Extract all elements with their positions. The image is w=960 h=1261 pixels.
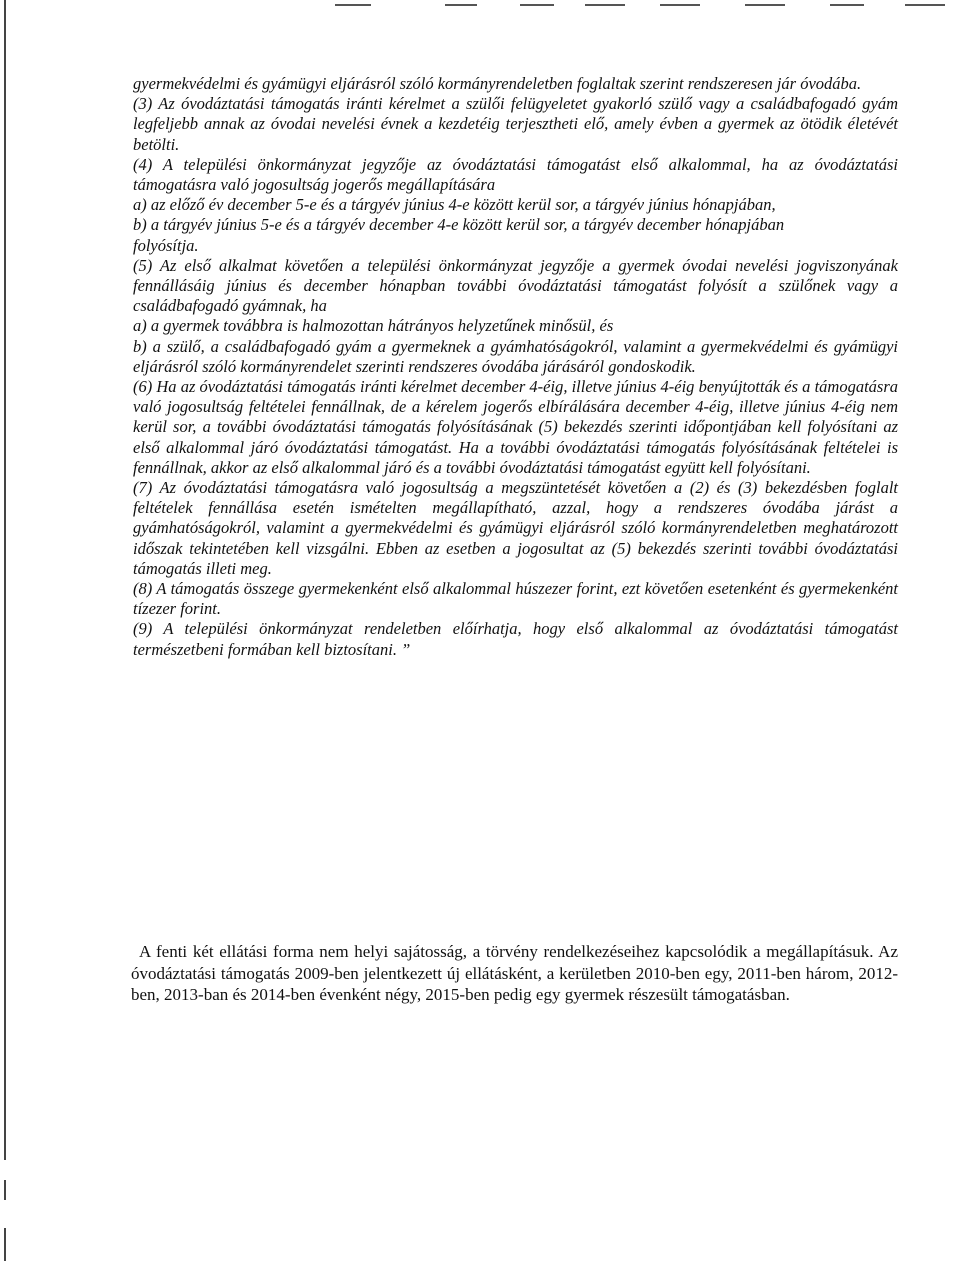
quoted-paragraph: folyósítja. (133, 235, 199, 255)
scan-line (745, 4, 785, 6)
quoted-paragraph: (3) Az óvodáztatási támogatás iránti kérelmet a szülői felügyeletet gyakorló szülő vagy a családbafogadó gyám legfeljebb annak az óvodai nevelési évnek a kezdetéig terjesztheti elő, amely évben a gyermek az ötödik életévét betölti. (133, 94, 898, 154)
quoted-paragraph: (5) Az első alkalmat követően a települési önkormányzat jegyzője a gyermek óvodai nevelési jogviszonyának fennállásáig június és december hónapban további óvodáztatási támogatást folyósít a szülőnek vagy a családbafogadó gyámnak, ha (133, 255, 898, 316)
quoted-paragraph: a) a gyermek továbbra is halmozottan hátrányos helyzetűnek minősül, és (133, 316, 614, 336)
quoted-paragraph: (4) A települési önkormányzat jegyzője az óvodáztatási támogatást első alkalommal, ha az óvodáztatási támogatásra való jogosultság jogerős megállapítására (133, 154, 898, 195)
scan-line (520, 4, 554, 6)
body-text (131, 941, 898, 1006)
quoted-law-text (133, 74, 898, 660)
scan-edge (4, 0, 6, 1261)
quoted-paragraph: a) az előző év december 5-e és a tárgyév június 4-e között kerül sor, a tárgyév június hónapjában, (133, 195, 776, 215)
quoted-paragraph: gyermekvédelmi és gyámügyi eljárásról szóló kormányrendeletben foglaltak szerint rendszeresen jár óvodába. (133, 74, 862, 93)
scan-line (585, 4, 625, 6)
scan-line (830, 4, 864, 6)
scan-edge-gap (0, 1160, 12, 1180)
quoted-paragraph: (8) A támogatás összege gyermekenként első alkalommal húszezer forint, ezt követően esetenként és gyermekenként tízezer forint. (133, 579, 898, 619)
quoted-paragraph: b) a szülő, a családbafogadó gyám a gyermeknek a gyámhatóságokról, valamint a gyermekvédelmi és gyámügyi eljárásról szóló kormányrendelet szerinti rendszeres óvodába járásáról gondoskodik. (133, 336, 898, 376)
scan-line (660, 4, 700, 6)
scan-line (905, 4, 945, 6)
quoted-paragraph: (7) Az óvodáztatási támogatásra való jogosultság a megszüntetését követően a (2) és (3) bekezdésben foglalt feltételek fennállása esetén ismételten megállapítható, azzal, hogy a rendszeres óvodába járást a gyámhatóságokról, valamint a gyermekvédelmi és gyámügyi eljárásról szóló kormányrendeletben meghatározott időszak tekintetében kell vizsgálni. Ebben az esetben a jogosultat az (5) bekezdés szerinti további óvodáztatási támogatás illeti meg. (133, 478, 898, 578)
quoted-paragraph: (9) A települési önkormányzat rendeletben előírhatja, hogy első alkalommal az óvodáztatási támogatást természetbeni formában kell biztosítani. ” (133, 619, 898, 659)
quoted-paragraph: (6) Ha az óvodáztatási támogatás iránti kérelmet december 4-éig, illetve június 4-éig benyújtották és a támogatásra való jogosultság feltételei fennállnak, de a kérelem jogerős elbírálására december 4-éig, illetve június 4-éig nem kerül sor, a további óvodáztatási támogatás folyósításának (5) bekezdés szerinti időpontjában kell folyósítani az első alkalommal járó óvodáztatási támogatást. Ha a további óvodáztatási támogatás folyósításának feltételei is fennállnak, akkor az első alkalommal járó és a további óvodáztatási támogatást együtt kell folyósítani. (133, 377, 898, 477)
scan-edge-gap (0, 1200, 12, 1228)
scan-line (335, 4, 371, 6)
body-paragraph: A fenti két ellátási forma nem helyi sajátosság, a törvény rendelkezéseihez kapcsolódik a megállapításuk. Az óvodáztatási támogatás 2009-ben jelentkezett új ellátásként, a kerületben 2010-ben egy, 2011-ben három, 2012-ben, 2013-ban és 2014-ben évenként négy, 2015-ben pedig egy gyermek részesült támogatásban. (131, 942, 898, 1004)
scan-line (445, 4, 477, 6)
quoted-paragraph: b) a tárgyév június 5-e és a tárgyév december 4-e között kerül sor, a tárgyév december hónapjában (133, 215, 785, 235)
